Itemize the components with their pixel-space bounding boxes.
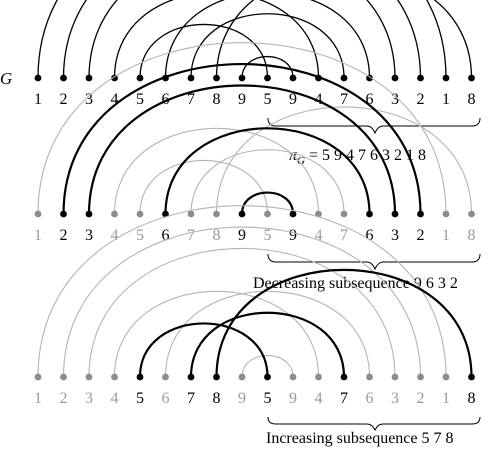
vertex-label-right-2: 2 — [416, 390, 425, 407]
labels-layer — [34, 390, 476, 407]
vertex-label-left-3: 3 — [85, 91, 93, 108]
vertex-label-right-3: 3 — [391, 91, 399, 108]
vertex-right-4 — [315, 374, 322, 381]
vertex-label-right-9: 9 — [289, 91, 297, 108]
vertex-label-left-3: 3 — [85, 227, 93, 244]
vertex-left-5 — [137, 374, 144, 381]
matching-arc-3 — [89, 248, 395, 377]
matching-arc-6 — [166, 128, 370, 214]
vertex-right-1 — [443, 374, 450, 381]
panel-decreasing-subsequence — [34, 43, 480, 292]
vertex-left-7 — [188, 374, 195, 381]
underbrace-increasing — [268, 417, 480, 430]
vertex-right-6 — [366, 211, 373, 218]
vertex-left-7 — [188, 75, 195, 82]
vertex-right-3 — [392, 374, 399, 381]
vertex-left-1 — [35, 374, 42, 381]
vertex-label-left-2: 2 — [59, 91, 68, 108]
matching-arc-1 — [38, 43, 446, 214]
vertex-label-left-1: 1 — [34, 227, 42, 244]
vertex-label-left-7: 7 — [187, 91, 195, 108]
vertex-right-1 — [443, 75, 450, 82]
vertices-layer — [35, 75, 475, 82]
vertex-left-8 — [213, 211, 220, 218]
vertex-label-left-8: 8 — [212, 91, 221, 108]
vertex-label-left-1: 1 — [34, 390, 42, 407]
vertex-label-left-2: 2 — [59, 227, 68, 244]
labels-layer — [34, 91, 476, 108]
vertex-left-1 — [35, 211, 42, 218]
vertex-left-9 — [239, 211, 246, 218]
vertex-left-3 — [86, 211, 93, 218]
vertex-left-3 — [86, 374, 93, 381]
vertex-label-left-9: 9 — [238, 227, 246, 244]
vertex-label-left-8: 8 — [212, 390, 221, 407]
vertex-label-right-8: 8 — [467, 91, 476, 108]
vertex-label-right-6: 6 — [365, 227, 374, 244]
matching-arc-6 — [166, 291, 370, 377]
vertex-label-right-2: 2 — [416, 91, 425, 108]
graph-label: G — [0, 69, 13, 88]
vertex-label-left-7: 7 — [187, 390, 195, 407]
vertex-right-8 — [468, 75, 475, 82]
vertex-label-left-4: 4 — [110, 91, 119, 108]
vertex-right-1 — [443, 211, 450, 218]
vertex-right-9 — [290, 211, 297, 218]
vertex-left-5 — [137, 75, 144, 82]
vertex-label-left-5: 5 — [136, 390, 144, 407]
permutation-symbol: π — [289, 147, 298, 164]
vertex-right-5 — [264, 374, 271, 381]
vertex-label-left-5: 5 — [136, 91, 144, 108]
matching-arc-7 — [191, 14, 344, 78]
vertex-right-6 — [366, 374, 373, 381]
vertices-layer — [35, 374, 475, 381]
vertex-left-8 — [213, 75, 220, 82]
vertex-left-2 — [60, 75, 67, 82]
vertex-label-right-7: 7 — [340, 390, 348, 407]
vertex-left-5 — [137, 211, 144, 218]
arcs-layer — [38, 0, 472, 78]
vertex-label-right-5: 5 — [263, 390, 272, 407]
panel-full-matching — [0, 0, 480, 167]
vertices-layer — [35, 211, 475, 218]
vertex-label-right-5: 5 — [263, 227, 272, 244]
decreasing-caption: Decreasing subsequence 9 6 3 2 — [253, 275, 458, 292]
matching-arc-5 — [140, 24, 268, 78]
vertex-left-4 — [111, 211, 118, 218]
vertex-label-left-6: 6 — [161, 227, 170, 244]
vertex-label-right-1: 1 — [442, 390, 450, 407]
vertex-label-right-8: 8 — [467, 390, 476, 407]
vertex-label-right-4: 4 — [314, 91, 323, 108]
vertex-label-right-6: 6 — [365, 91, 374, 108]
matching-arc-3 — [89, 0, 395, 78]
arcs-layer — [38, 43, 472, 214]
vertex-label-left-9: 9 — [238, 91, 246, 108]
permutation-values: = 5 9 4 7 6 3 2 1 8 — [308, 147, 426, 164]
vertex-left-2 — [60, 374, 67, 381]
vertex-label-left-3: 3 — [85, 390, 93, 407]
vertex-label-right-8: 8 — [467, 227, 476, 244]
panel-increasing-subsequence — [34, 206, 480, 447]
vertex-label-right-4: 4 — [314, 227, 323, 244]
vertex-label-left-4: 4 — [110, 227, 119, 244]
matching-arc-5 — [140, 323, 268, 377]
vertex-label-left-5: 5 — [136, 227, 144, 244]
matching-arc-1 — [38, 0, 446, 78]
vertex-label-right-4: 4 — [314, 390, 323, 407]
vertex-left-9 — [239, 75, 246, 82]
vertex-label-right-7: 7 — [340, 91, 348, 108]
vertex-label-right-2: 2 — [416, 227, 425, 244]
vertex-label-right-3: 3 — [391, 390, 399, 407]
vertex-label-right-7: 7 — [340, 227, 348, 244]
labels-layer — [34, 227, 476, 244]
vertex-right-5 — [264, 211, 271, 218]
vertex-left-7 — [188, 211, 195, 218]
vertex-left-1 — [35, 75, 42, 82]
vertex-right-2 — [417, 211, 424, 218]
vertex-label-left-8: 8 — [212, 227, 221, 244]
vertex-label-right-6: 6 — [365, 390, 374, 407]
vertex-right-8 — [468, 211, 475, 218]
vertex-label-left-6: 6 — [161, 390, 170, 407]
vertex-right-9 — [290, 75, 297, 82]
vertex-label-right-9: 9 — [289, 390, 297, 407]
underbrace-permutation — [268, 118, 480, 133]
vertex-label-right-1: 1 — [442, 91, 450, 108]
vertex-left-4 — [111, 374, 118, 381]
vertex-right-5 — [264, 75, 271, 82]
vertex-label-right-9: 9 — [289, 227, 297, 244]
vertex-right-8 — [468, 374, 475, 381]
vertex-left-6 — [162, 374, 169, 381]
vertex-right-7 — [341, 374, 348, 381]
matching-arc-2 — [64, 0, 421, 78]
vertex-right-7 — [341, 211, 348, 218]
vertex-label-right-3: 3 — [391, 227, 399, 244]
vertex-label-left-9: 9 — [238, 390, 246, 407]
vertex-left-9 — [239, 374, 246, 381]
vertex-label-left-1: 1 — [34, 91, 42, 108]
vertex-right-3 — [392, 211, 399, 218]
underbrace-decreasing — [268, 254, 480, 269]
vertex-right-2 — [417, 75, 424, 82]
increasing-caption: Increasing subsequence 5 7 8 — [266, 430, 454, 447]
vertex-right-2 — [417, 374, 424, 381]
vertex-label-left-4: 4 — [110, 390, 119, 407]
vertex-label-right-1: 1 — [442, 227, 450, 244]
vertex-left-8 — [213, 374, 220, 381]
vertex-right-9 — [290, 374, 297, 381]
vertex-left-2 — [60, 211, 67, 218]
vertex-right-7 — [341, 75, 348, 82]
permutation-subscript: G — [297, 155, 305, 167]
vertex-label-right-5: 5 — [263, 91, 272, 108]
vertex-label-left-7: 7 — [187, 227, 195, 244]
vertex-right-3 — [392, 75, 399, 82]
vertex-left-3 — [86, 75, 93, 82]
vertex-label-left-2: 2 — [59, 390, 68, 407]
vertex-label-left-6: 6 — [161, 91, 170, 108]
